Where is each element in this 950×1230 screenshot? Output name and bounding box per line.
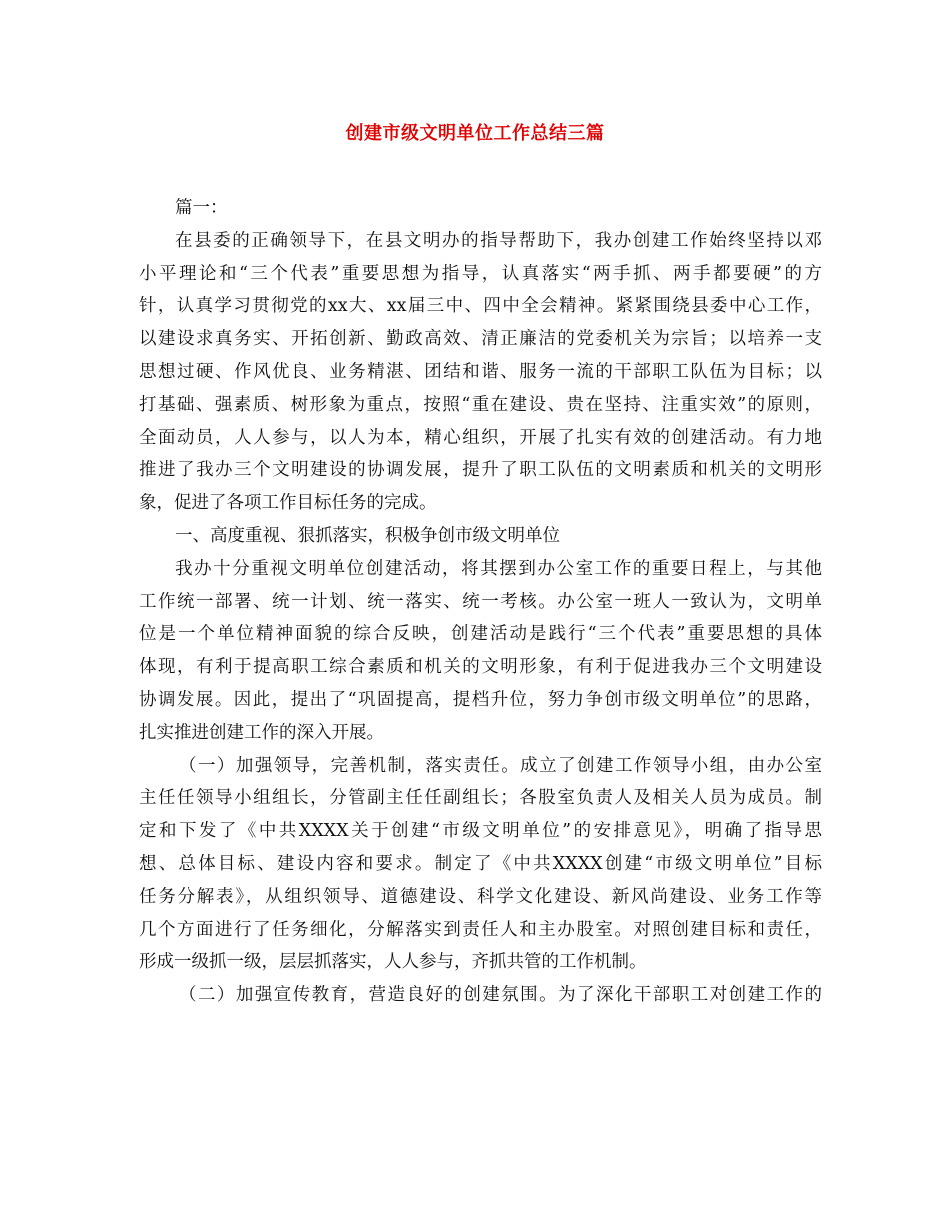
paragraph-line: 位是一个单位精神面貌的综合反映，创建活动是践行“三个代表”重要思想的具体 [139,624,822,645]
paragraph-line: 扎实推进创建工作的深入开展。 [139,722,384,743]
paragraph-line: 定和下发了《中共XXXX关于创建“市级文明单位”的安排意见》，明确了指导思 [139,821,822,842]
paragraph-line: 主任任领导小组组长，分管副主任任副组长；各股室负责人及相关人员为成员。制 [139,788,822,809]
paragraph-line: 我办十分重视文明单位创建活动，将其摆到办公室工作的重要日程上，与其他 [175,558,822,579]
paragraph-line: 形成一级抓一级，层层抓落实，人人参与，齐抓共管的工作机制。 [139,952,647,973]
paragraph-line: 体现，有利于提高职工综合素质和机关的文明形象，有利于促进我办三个文明建设 [139,657,822,678]
paragraph-line: 几个方面进行了任务细化，分解落实到责任人和主办股室。对照创建目标和责任， [139,919,822,940]
paragraph-line: 打基础、强素质、树形象为重点，按照“重在建设、贵在坚持、注重实效”的原则， [139,394,822,415]
paragraph-line: （二）加强宣传教育，营造良好的创建氛围。为了深化干部职工对创建工作的 [179,985,822,1006]
paragraph-line: 任务分解表》，从组织领导、道德建设、科学文化建设、新风尚建设、业务工作等 [139,886,822,907]
paragraph-line: 以建设求真务实、开拓创新、勤政高效、清正廉洁的党委机关为宗旨；以培养一支 [139,329,822,350]
document-body [139,192,822,1012]
paragraph-line: 思想过硬、作风优良、业务精湛、团结和谐、服务一流的干部职工队伍为目标；以 [139,361,822,382]
paragraph-line: 推进了我办三个文明建设的协调发展，提升了职工队伍的文明素质和机关的文明形 [139,460,822,481]
paragraph-line: 工作统一部署、统一计划、统一落实、统一考核。办公室一班人一致认为，文明单 [139,591,822,612]
section-heading: 一、高度重视、狠抓落实，积极争创市级文明单位 [175,525,560,546]
document-title: 创建市级文明单位工作总结三篇 [345,123,605,144]
paragraph-line: 想、总体目标、建设内容和要求。制定了《中共XXXX创建“市级文明单位”目标 [139,853,822,874]
paragraph-line: 象，促进了各项工作目标任务的完成。 [139,493,437,514]
paragraph-line: 协调发展。因此，提出了“巩固提高，提档升位，努力争创市级文明单位”的思路， [139,689,822,710]
paragraph-line: 在县委的正确领导下，在县文明办的指导帮助下，我办创建工作始终坚持以邓 [175,230,822,251]
paragraph-line: 篇一： [175,198,228,218]
paragraph-line: 针，认真学习贯彻党的xx大、xx届三中、四中全会精神。紧紧围绕县委中心工作， [139,296,822,317]
paragraph-line: （一）加强领导，完善机制，落实责任。成立了创建工作领导小组，由办公室 [179,755,822,776]
paragraph-line: 小平理论和“三个代表”重要思想为指导，认真落实“两手抓、两手都要硬”的方 [139,263,822,284]
paragraph-line: 全面动员，人人参与，以人为本，精心组织，开展了扎实有效的创建活动。有力地 [139,427,822,448]
